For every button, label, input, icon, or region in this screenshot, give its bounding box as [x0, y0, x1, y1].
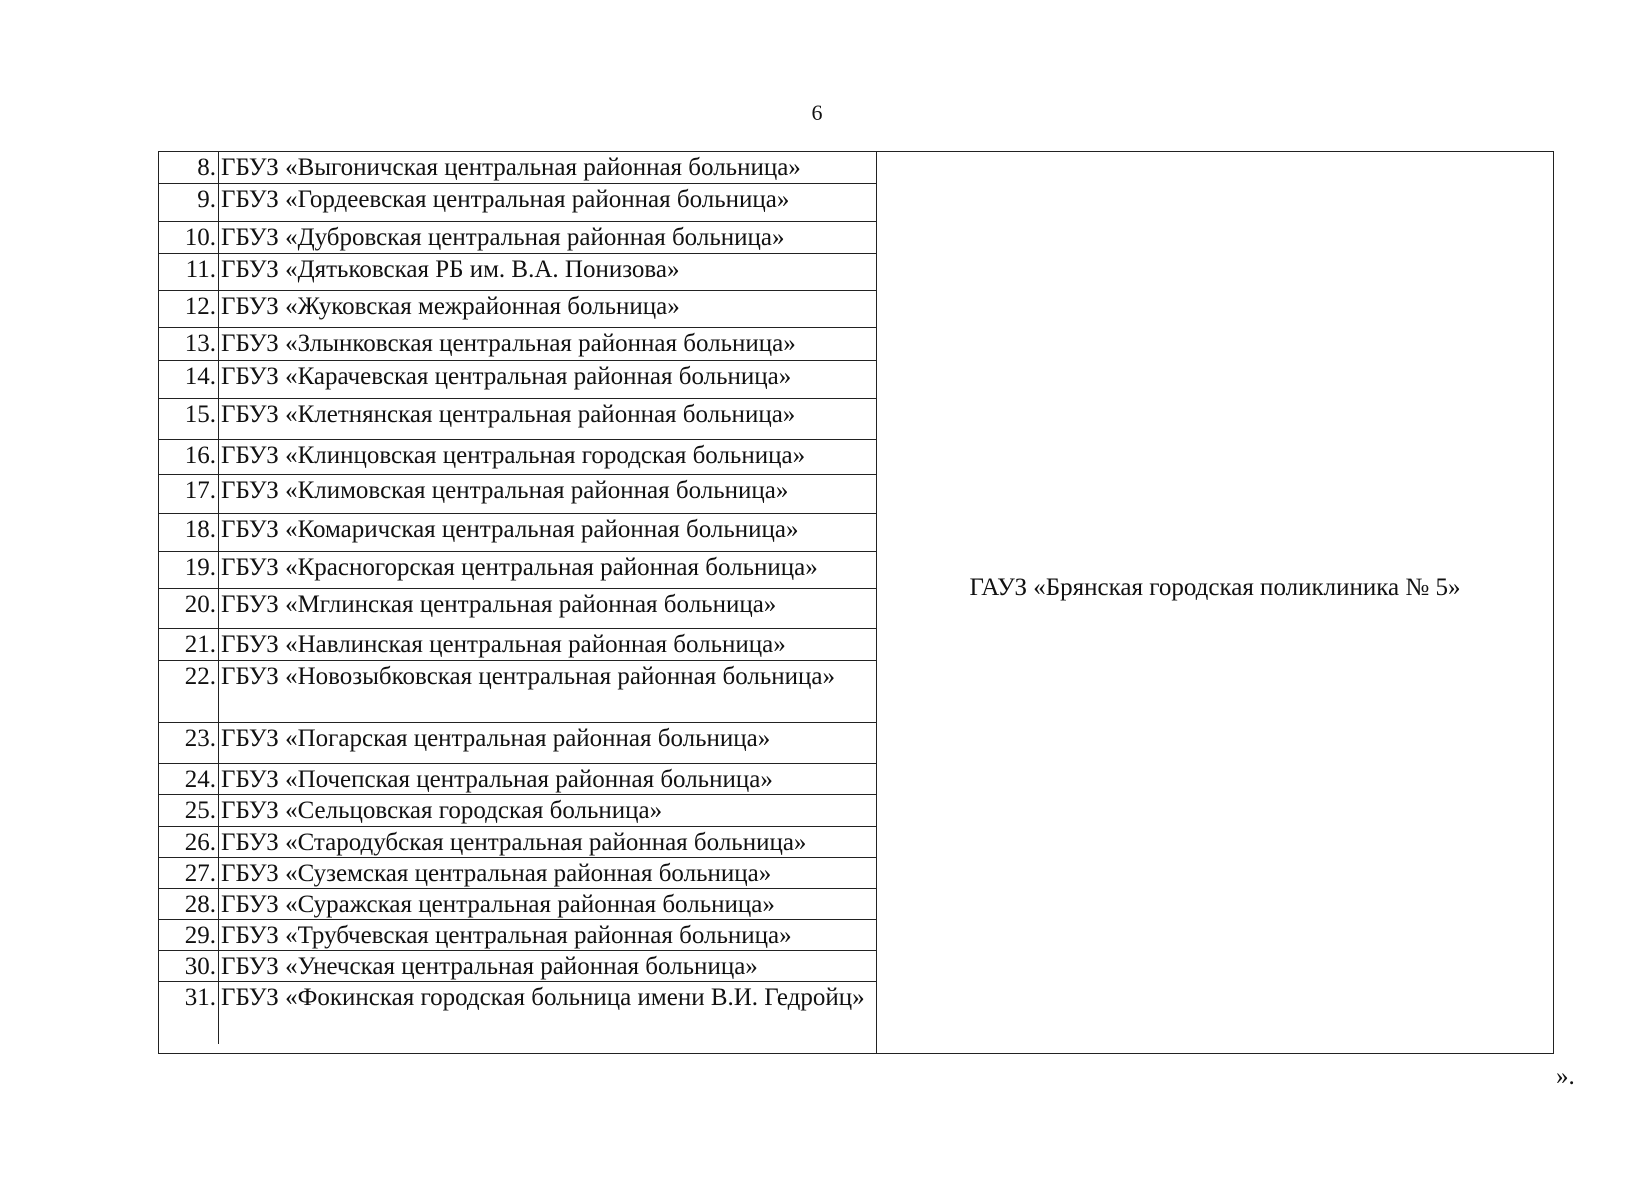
table-row	[159, 920, 876, 951]
row-number: 12.	[159, 291, 219, 327]
table-row	[159, 827, 876, 858]
hospital-name: ГБУЗ «Почепская центральная районная больница»	[221, 766, 773, 793]
hospital-name: ГБУЗ «Комаричская центральная районная больница»	[221, 516, 799, 543]
hospital-name: ГБУЗ «Мглинская центральная районная больница»	[221, 591, 777, 618]
table-row	[159, 514, 876, 552]
hospital-name: ГБУЗ «Климовская центральная районная больница»	[221, 477, 789, 504]
table-row	[159, 982, 876, 1044]
table-row	[159, 399, 876, 440]
table-row	[159, 951, 876, 982]
table-row	[159, 589, 876, 629]
table-row	[159, 858, 876, 889]
table-row	[159, 254, 876, 291]
hospital-name: ГБУЗ «Сельцовская городская больница»	[221, 797, 663, 824]
table-row	[159, 184, 876, 222]
table-row	[159, 629, 876, 661]
table-row	[159, 552, 876, 589]
assigned-clinic-name: ГАУЗ «Брянская городская поликлиника № 5»	[969, 573, 1461, 601]
hospital-name: ГБУЗ «Дятьковская РБ им. В.А. Понизова»	[221, 256, 680, 283]
row-number: 13.	[159, 328, 219, 360]
row-number: 18.	[159, 514, 219, 551]
hospital-name: ГБУЗ «Клетнянская центральная районная больница»	[221, 401, 796, 428]
row-number: 31.	[159, 982, 219, 1044]
hospital-name: ГБУЗ «Погарская центральная районная больница»	[221, 725, 771, 752]
hospital-name: ГБУЗ «Карачевская центральная районная больница»	[221, 363, 792, 390]
row-number: 16.	[159, 440, 219, 474]
table-row	[159, 291, 876, 328]
hospital-name: ГБУЗ «Дубровская центральная районная больница»	[221, 224, 785, 251]
table-row	[159, 723, 876, 764]
row-number: 10.	[159, 222, 219, 253]
page-number: 6	[811, 100, 823, 125]
hospital-name: ГБУЗ «Гордеевская центральная районная больница»	[221, 186, 790, 213]
hospital-name: ГБУЗ «Фокинская городская больница имени В.И. Гедройц»	[221, 984, 865, 1011]
hospital-assignment-table	[158, 151, 1554, 1054]
hospital-name: ГБУЗ «Новозыбковская центральная районная больница»	[221, 663, 835, 690]
table-row	[159, 889, 876, 920]
hospital-name: ГБУЗ «Клинцовская центральная городская больница»	[221, 442, 806, 469]
table-row	[159, 361, 876, 399]
hospital-name: ГБУЗ «Жуковская межрайонная больница»	[221, 293, 680, 320]
row-number: 21.	[159, 629, 219, 660]
row-number: 17.	[159, 475, 219, 513]
row-number: 15.	[159, 399, 219, 439]
row-number: 26.	[159, 827, 219, 857]
hospital-name: ГБУЗ «Суражская центральная районная больница»	[221, 891, 775, 918]
row-number: 25.	[159, 795, 219, 826]
hospital-name: ГБУЗ «Стародубская центральная районная больница»	[221, 829, 807, 856]
row-number: 24.	[159, 764, 219, 794]
table-row	[159, 222, 876, 254]
table-row	[159, 440, 876, 475]
hospital-name: ГБУЗ «Красногорская центральная районная больница»	[221, 554, 818, 581]
table-row	[159, 475, 876, 514]
assigned-clinic-cell	[877, 152, 1553, 1053]
hospital-name: ГБУЗ «Навлинская центральная районная больница»	[221, 631, 786, 658]
row-number: 19.	[159, 552, 219, 588]
hospital-name: ГБУЗ «Злынковская центральная районная больница»	[221, 330, 796, 357]
closing-quote-mark: ».	[1556, 1063, 1575, 1090]
hospital-list-column	[159, 152, 877, 1053]
table-row	[159, 152, 876, 184]
row-number: 23.	[159, 723, 219, 763]
hospital-name: ГБУЗ «Трубчевская центральная районная больница»	[221, 922, 792, 949]
row-number: 8.	[159, 152, 219, 183]
row-number: 28.	[159, 889, 219, 919]
row-number: 11.	[159, 254, 219, 290]
table-row	[159, 661, 876, 723]
row-number: 22.	[159, 661, 219, 722]
row-number: 14.	[159, 361, 219, 398]
row-number: 27.	[159, 858, 219, 888]
table-row	[159, 795, 876, 827]
hospital-name: ГБУЗ «Суземская центральная районная больница»	[221, 860, 772, 887]
row-number: 20.	[159, 589, 219, 628]
row-number: 9.	[159, 184, 219, 221]
table-row	[159, 764, 876, 795]
row-number: 30.	[159, 951, 219, 981]
table-row	[159, 328, 876, 361]
hospital-name: ГБУЗ «Выгоничская центральная районная больница»	[221, 154, 801, 181]
hospital-name: ГБУЗ «Унечская центральная районная больница»	[221, 953, 758, 980]
row-number: 29.	[159, 920, 219, 950]
